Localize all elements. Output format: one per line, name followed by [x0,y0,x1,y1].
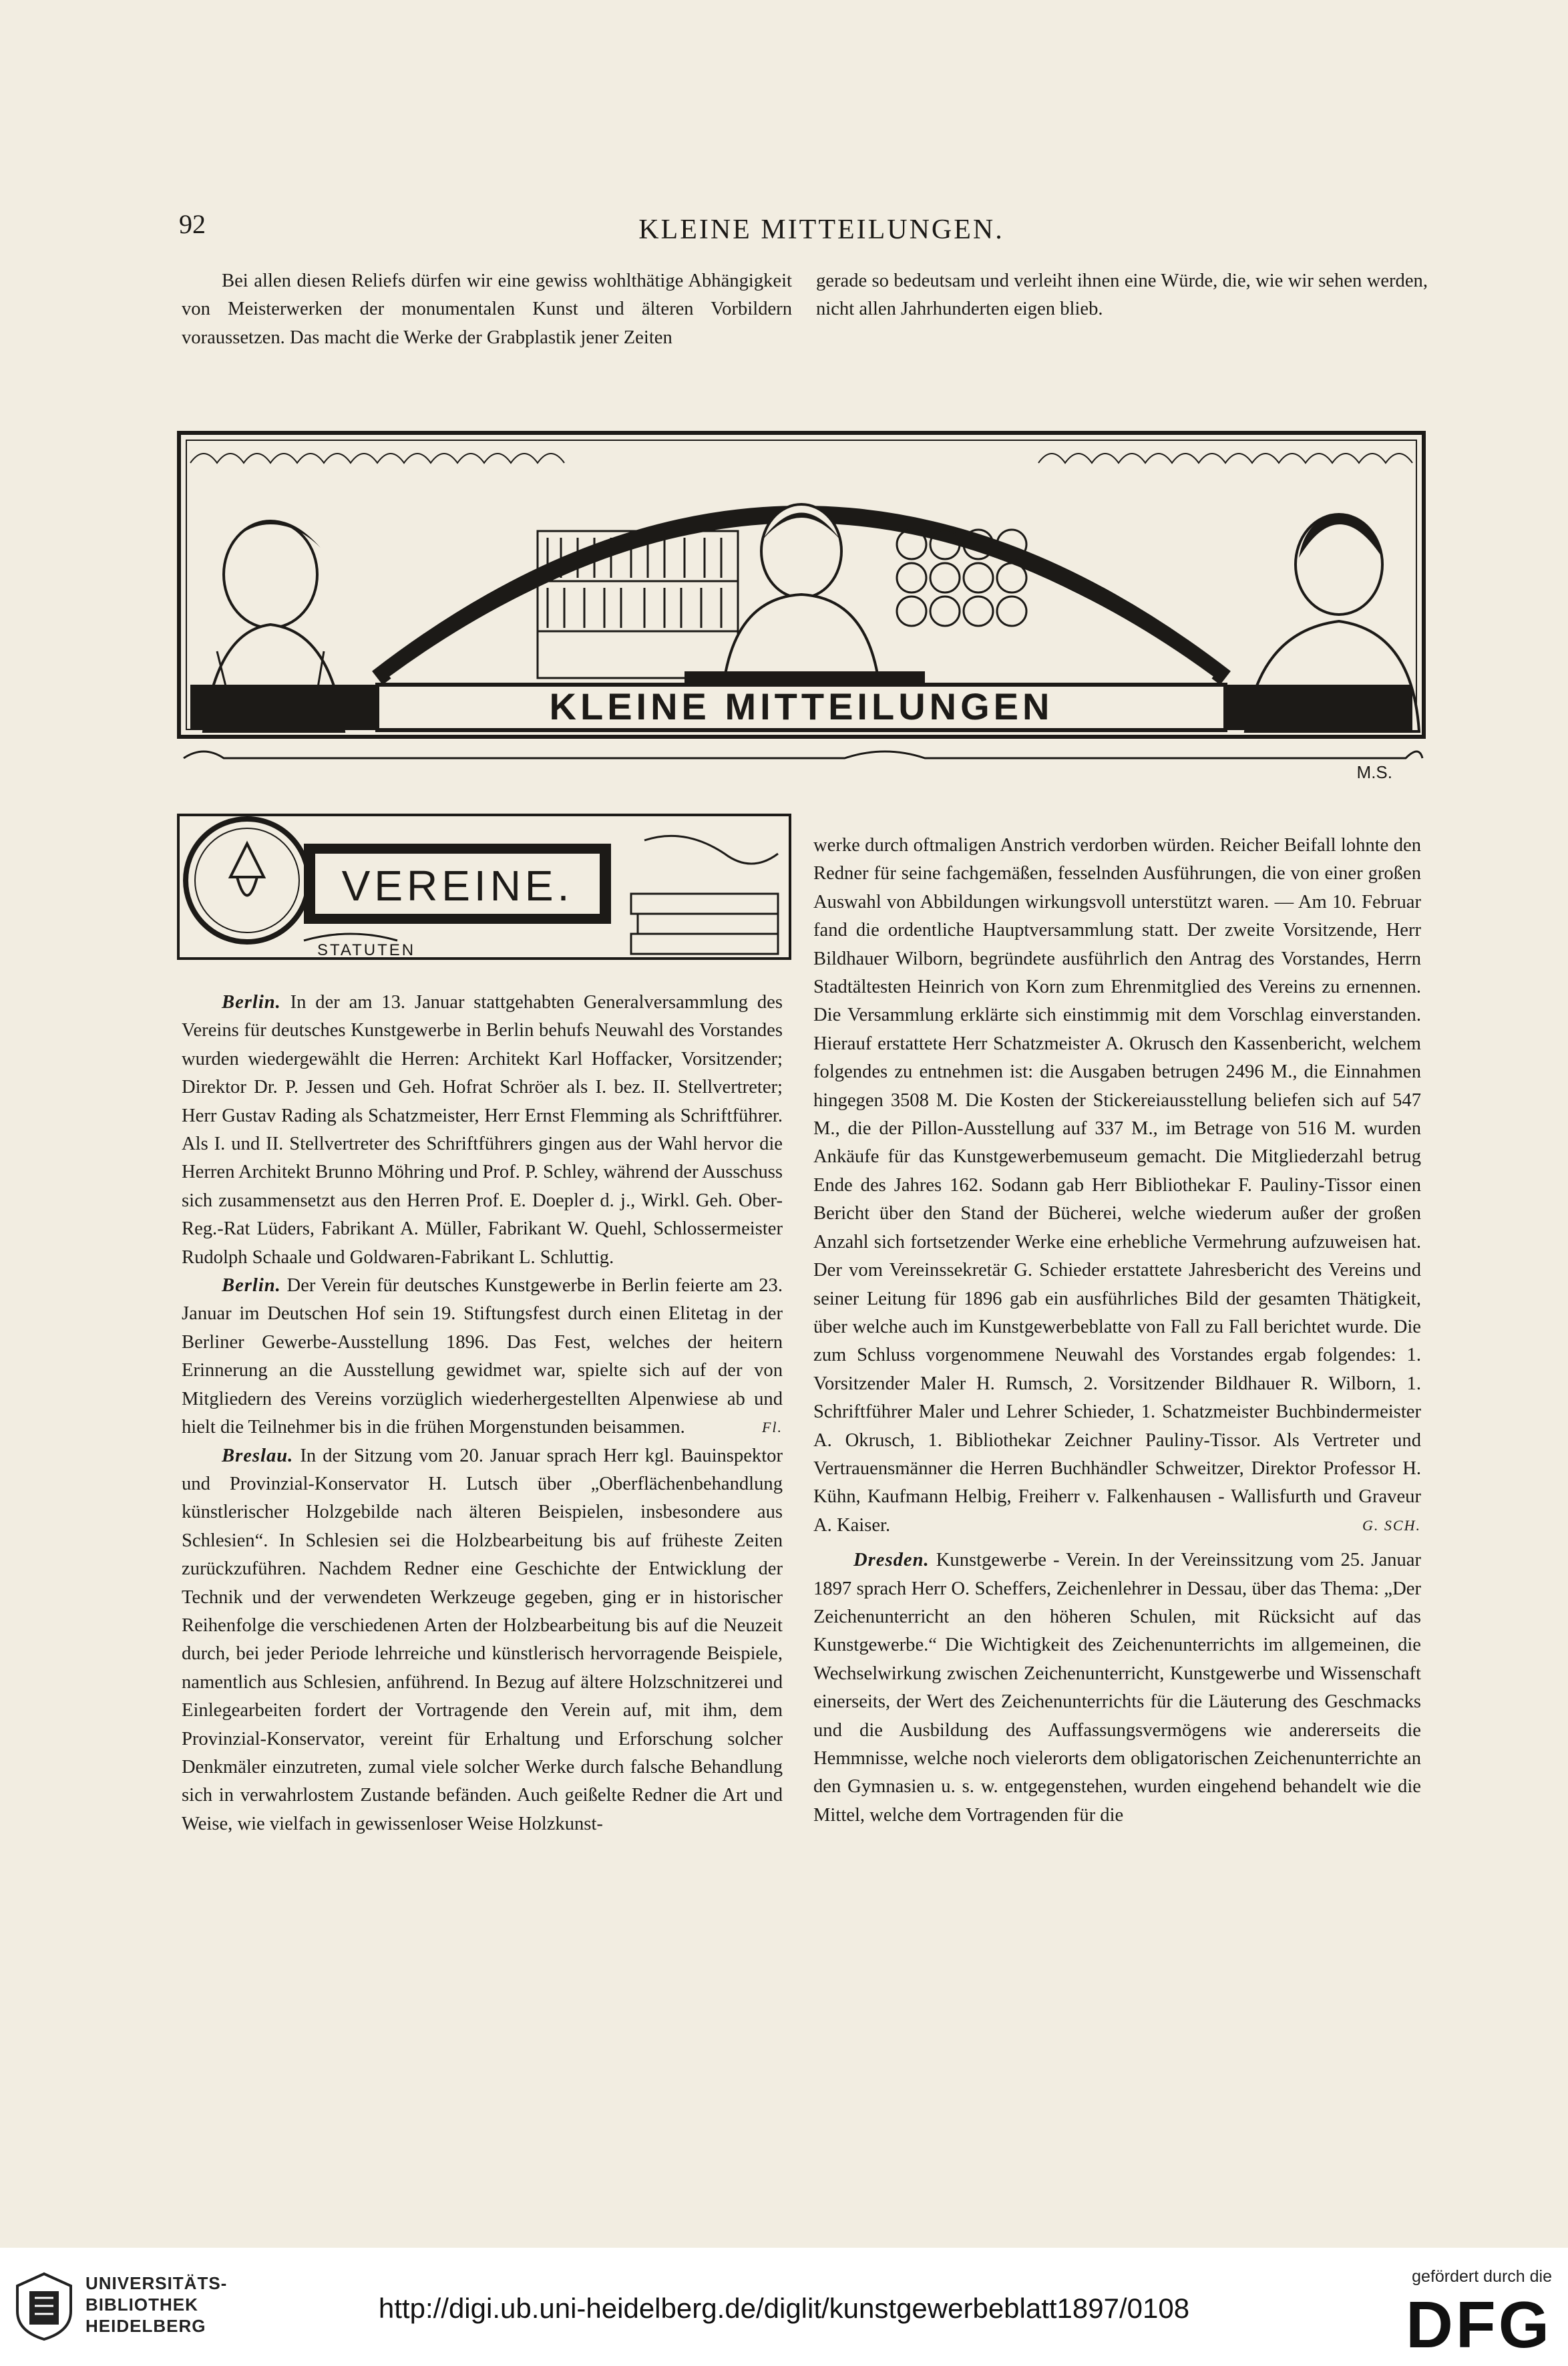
article-dresden [813,1546,1421,1830]
article-text: werke durch oftmaligen Anstrich verdorben würden. Reicher Beifall lohnte den Redner für seine fachgemäßen, fesselnden Ausführungen, die von einer großen Auswahl von Abbildungen wirkungsvoll unterstützt waren. — Am 10. Februar fand die ordentliche Hauptversammlung statt. Der zweite Vorsitzende, Herr Bildhauer Wilborn, begründete ausführlich den Antrag des Vorstandes, Herrn Stadtältesten Heinrich von Korn zum Ehrenmitglied des Vereins zu ernennen. Die Versammlung erklärte sich einstimmig mit dem Vorschlag einverstanden. Hierauf erstattete Herr Schatzmeister A. Okrusch den Kassenbericht, welchem folgendes zu entnehmen ist: die Ausgaben betrugen 2496 M., die Einnahmen hingegen 3508 M. Die Kosten der Stickereiausstellung beliefen sich auf 547 M., die der Pillon-Ausstellung auf 337 M., im Betrage von 516 M. wurden Ankäufe für das Kunstgewerbemuseum gemacht. Die Mitgliederzahl betrug Ende des Jahres 162. Sodann gab Herr Bibliothekar F. Pauliny-Tissor einen Bericht über den Stand der Bücherei, welche wiederum außer der großen Anzahl sich fortsetzender Werke eine erhebliche Vermehrung aufzuweisen hat. Der vom Vereinssekretär G. Schieder erstattete Jahresbericht des Vereins und seiner Leitung für 1896 gab ein ausführliches Bild der gesamten Thätigkeit, über welche auch im Kunstgewerbeblatte von Fall zu Fall berichtet wurde. Die zum Schluss vorgenommene Neuwahl des Vorstandes ergab folgendes: 1. Vorsitzender Maler H. Rumsch, 2. Vorsitzender Bildhauer R. Wilborn, 1. Schriftführer Maler und Lehrer Schieder, 1. Schatzmeister Buchbindermeister A. Okrusch, 1. Bibliothekar Zeichner Pauliny-Tissor. Als Vertreter und Vertrauensmänner die Herren Buchhändler Schweitzer, Direktor Professor H. Kühn, Kaufmann Helbig, Freiherr v. Falkenhausen - Wallisfurth und Graveur A. Kaiser. [813,835,1421,1536]
banner-title: KLEINE MITTEILUNGEN [549,685,1054,727]
article-breslau-continued [813,832,1421,1540]
author-signature: G. SCH. [1362,1516,1421,1534]
article-text: In der am 13. Januar stattgehabten Generalversammlung des Vereins für deutsches Kunstgewerbe in Berlin behufs Neuwahl des Vorstandes wurden wiedergewählt die Herren: Architekt Karl Hoffacker, Vorsitzender; Direktor Dr. P. Jessen und Geh. Hofrat Schröer als I. bez. II. Stellvertreter; Herr Gustav Rading als Schatzmeister, Herr Ernst Flemming als Schriftführer. Als I. und II. Stellvertreter des Schriftführers gingen aus der Wahl hervor die Herren Architekt Brunno Möhring und Prof. P. Schley, während der Ausschuss sich zusammensetzt aus den Herren Prof. E. Doepler d. j., Wirkl. Geh. Ober-Reg.-Rat Lüders, Fabrikant A. Müller, Fabrikant W. Quehl, Schlossermeister Rudolph Schaale und Goldwaren-Fabrikant L. Schluttig. [182,992,783,1268]
intro-right-paragraph: gerade so bedeutsam und verleiht ihnen eine Würde, die, wie wir sehen werden, nicht allen Jahrhunderten eigen blieb. [816,271,1428,320]
intro-right-column [816,267,1428,324]
article-text: Kunstgewerbe - Verein. In der Vereinssitzung vom 25. Januar 1897 sprach Herr O. Scheffers, Zeichenlehrer in Dessau, über das Thema: „Der Zeichenunterricht an den höheren Schulen, mit Rücksicht auf das Kunstgewerbe.“ Die Wichtigkeit des Zeichenunterrichts im allgemeinen, die Wechselwirkung zwischen Zeichenunterricht, Kunstgewerbe und Wissenschaft einerseits, der Wert des Zeichenunterrichts für die Läuterung des Geschmacks und die Ausbildung des Auffassungsvermögens wie andererseits die Hemmnisse, welche noch vielerorts dem obligatorischen Zeichenunterrichte an den Gymnasien u. s. w. entgegenstehen, wurden eingehend behandelt wie die Mittel, welche dem Vortragenden für die [813,1550,1421,1826]
author-signature: Fl. [761,1419,783,1436]
city-heading: Berlin. [222,992,281,1013]
statuten-ribbon: STATUTEN [317,941,416,959]
intro-left-column [182,267,792,352]
article-berlin-2 [182,1272,783,1442]
institution-line: HEIDELBERG [85,2316,206,2336]
vereine-vignette [177,814,791,962]
city-heading: Breslau. [222,1445,294,1466]
dfg-logo: DFG [1406,2288,1552,2361]
institution-line: UNIVERSITÄTS- [85,2273,228,2293]
bell-icon [230,844,264,896]
source-url-link[interactable]: http://digi.ub.uni-heidelberg.de/diglit/kunstgewerbeblatt1897/0108 [378,2293,1190,2324]
institution-line: BIBLIOTHEK [85,2295,198,2315]
banner-monogram: M.S. [1356,762,1392,782]
page-number: 92 [179,209,206,239]
funded-by-label: gefördert durch die [1412,2267,1552,2286]
article-text: In der Sitzung vom 20. Januar sprach Herr kgl. Bauinspektor und Provinzial-Konservator H. Lutsch über „Oberflächenbehandlung künstlerischer Holzgebilde nach älteren Beispielen, insbesondere aus Schlesien“. In Schlesien sei die Holzbearbeitung bis auf früheste Zeiten zurückzuführen. Nachdem Redner eine Geschichte der Entwicklung der Technik und der verwendeten Werkzeuge gegeben, ging er in historischer Reihenfolge die verschiedenen Arten der Holzbearbeitung bis auf die Neuzeit durch, bei jeder Periode lehrreiche und künstlerisch hervorragende Beispiele, namentlich aus Schlesien, anführend. In Bezug auf ältere Holzschnitzerei und Einlegearbeiten fordert der Vortragende den Verein auf, mit ihm, dem Provinzial-Konservator, vereint für Erhaltung und Erforschung solcher Denkmäler einzutreten, zumal viele solcher Werke durch falsche Behandlung sich in verwahrlostem Zustande befänden. Auch geißelte Redner die Art und Weise, wie vielfach in gewissenloser Weise Holzkunst- [182,1445,783,1834]
city-heading: Berlin. [222,1275,281,1297]
left-column [182,989,783,1838]
article-text: Der Verein für deutsches Kunstgewerbe in Berlin feierte am 23. Januar im Deutschen Hof sein 19. Stiftungsfest durch einen Elitetag in der Berliner Gewerbe-Ausstellung 1896. Das Fest, welches der heitern Erinnerung an die Ausstellung gewidmet war, spielte sich auf der von Mitgliedern des Vereins vorzüglich wiederhergestellten Alpenwiese ab und hielt die Teilnehmer bis in die frühen Morgenstunden beisammen. [182,1275,783,1438]
kleine-mitteilungen-banner [177,431,1426,782]
article-breslau [182,1442,783,1839]
books-illustration [631,836,778,954]
running-title: KLEINE MITTEILUNGEN. [638,214,1004,245]
vereine-title: VEREINE. [341,862,574,910]
right-column [813,832,1421,1830]
article-berlin-1 [182,989,783,1272]
intro-left-paragraph: Bei allen diesen Reliefs dürfen wir eine gewiss wohlthätige Abhängigkeit von Meisterwerken der monumentalen Kunst und älteren Vorbildern voraussetzen. Das macht die Werke der Grabplastik jener Zeiten [182,271,792,348]
city-heading: Dresden. [853,1550,930,1571]
